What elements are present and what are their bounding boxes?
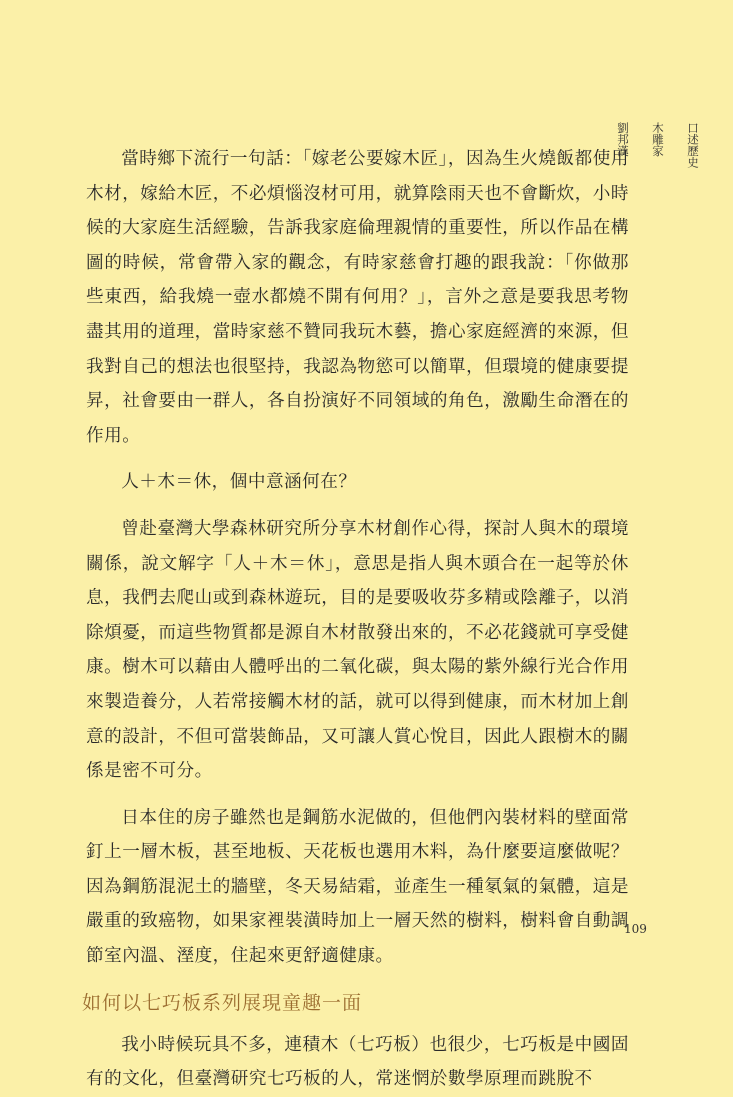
paragraph-3: 曾赴臺灣大學森林研究所分享木材創作心得，探討人與木的環境關係，說文解字「人＋木＝休」，意思是指人與木頭合在一起等於休息，我們去爬山或到森林遊玩，目的是要吸收芬多精或陰離子，以消除煩憂，而這些物質都是源自木材散發出來的，不必花錢就可享受健康。樹木可以藉由人體呼出的二氧化碳，與太陽的紫外線行光合作用來製造養分，人若常接觸木材的話，就可以得到健康，而木材加上創意的設計，不但可當裝飾品，又可讓人賞心悅目，因此人跟樹木的關係是密不可分。 [86, 518, 629, 782]
paragraph-1: 當時鄉下流行一句話：「嫁老公要嫁木匠」，因為生火燒飯都使用木材，嫁給木匠，不必煩惱沒材可用，就算陰雨天也不會斷炊，小時候的大家庭生活經驗，告訴我家庭倫理親情的重要性，所以作品在構圖的時候，常會帶入家的觀念，有時家慈會打趣的跟我說：「你做那些東西，給我燒一壺水都燒不開有何用？」，言外之意是要我思考物盡其用的道理，當時家慈不贊同我玩木藝，擔心家庭經濟的來源，但我對自己的想法也很堅持，我認為物慾可以簡單，但環境的健康要提昇，社會要由一群人，各自扮演好不同領域的角色，激勵生命潛在的作用。 [86, 149, 629, 446]
body-text [82, 142, 629, 1097]
subject-role: 木雕家 [651, 122, 665, 157]
subject-name: 劉邦漢 [616, 122, 630, 157]
paragraph-2: 人＋木＝休，個中意涵何在？ [121, 472, 357, 493]
paragraph-5: 我小時候玩具不多，連積木（七巧板）也很少，七巧板是中國固有的文化，但臺灣研究七巧板的人，常迷惘於數學原理而跳脫不 [86, 1034, 629, 1090]
series-title: 口述歷史 [686, 122, 700, 168]
running-header [616, 122, 701, 168]
section-heading: 如何以七巧板系列展現童趣一面 [82, 991, 363, 1014]
paragraph-4: 日本住的房子雖然也是鋼筋水泥做的，但他們內裝材料的壁面常釘上一層木板，甚至地板、天花板也選用木料，為什麼要這麼做呢？因為鋼筋混泥土的牆壁，冬天易結霜，並產生一種氡氣的氣體，這是嚴重的致癌物，如果家裡裝潢時加上一層天然的樹料，樹料會自動調節室內溫、溼度，住起來更舒適健康。 [86, 807, 629, 967]
page-number: 109 [624, 922, 647, 936]
